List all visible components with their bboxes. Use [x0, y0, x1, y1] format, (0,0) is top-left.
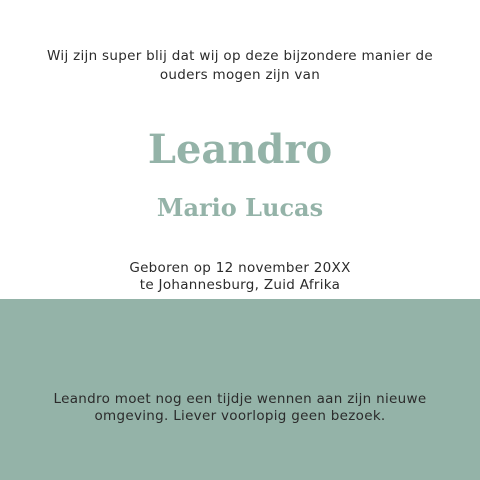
birth-date-line: Geboren op 12 november 20XX [129, 260, 351, 276]
birth-place-line: te Johannesburg, Zuid Afrika [139, 277, 341, 293]
intro-text [0, 47, 480, 85]
visit-note-line-2: omgeving. Liever voorlopig geen bezoek. [94, 408, 386, 424]
visit-note-line-1: Leandro moet nog een tijdje wennen aan zijn nieuwe [53, 391, 427, 407]
birth-details [0, 260, 480, 294]
intro-line-1: Wij zijn super blij dat wij op deze bijzondere manier de [47, 48, 433, 64]
first-name-heading: Leandro [147, 126, 333, 173]
middle-names-heading: Mario Lucas [156, 193, 324, 222]
intro-line-2: ouders mogen zijn van [159, 67, 321, 83]
visit-note [0, 391, 480, 425]
bottom-accent-panel [0, 299, 480, 480]
